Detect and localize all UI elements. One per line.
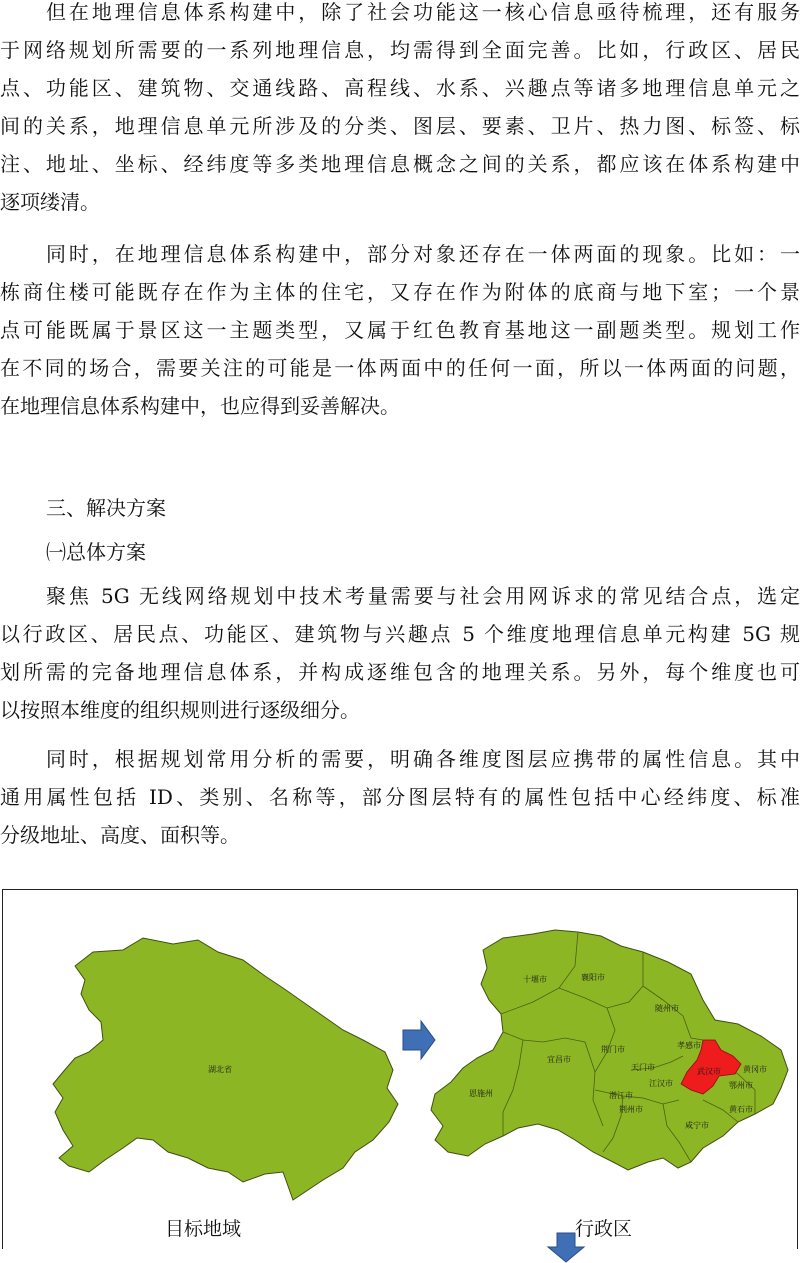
- left-map-caption: 目标地域: [165, 1218, 242, 1240]
- city-label: 黄石市: [729, 1105, 753, 1114]
- text-line: 于网络规划所需要的一系列地理信息，均需得到全面完善。比如，行政区、居民: [0, 38, 800, 62]
- heading-text: ㈠总体方案: [46, 540, 146, 564]
- map-figure: [2, 889, 798, 1249]
- arrow-down-icon: [546, 1232, 586, 1263]
- text-line: 但在地理信息体系构建中，除了社会功能这一核心信息亟待梳理，还有服务: [46, 0, 800, 24]
- text-line: 在不同的场合，需要关注的可能是一体两面中的任何一面，所以一体两面的问题，: [0, 356, 800, 380]
- text-line: 同时，根据规划常用分析的需要，明确各维度图层应携带的属性信息。其中: [46, 747, 800, 771]
- city-label: 咸宁市: [685, 1121, 709, 1130]
- city-label: 随州市: [655, 1004, 679, 1013]
- text-line: 以按照本维度的组织规则进行逐级细分。: [0, 698, 360, 722]
- city-label: 武汉市: [697, 1067, 721, 1076]
- paragraph-4: [0, 740, 800, 854]
- city-label: 荆州市: [619, 1105, 643, 1114]
- city-label: 黄冈市: [743, 1065, 767, 1074]
- heading-text: 三、解决方案: [46, 496, 166, 520]
- province-label: 湖北省: [208, 1065, 232, 1074]
- text-line: 聚焦 5G 无线网络规划中技术考量需要与社会用网诉求的常见结合点，选定: [46, 584, 800, 608]
- right-map-caption: 行政区: [575, 1218, 633, 1240]
- city-label: 潜江市: [609, 1091, 633, 1100]
- text-line: 划所需的完备地理信息体系，并构成逐维包含的地理关系。另外，每个维度也可: [0, 660, 800, 684]
- city-label: 宜昌市: [547, 1055, 571, 1064]
- arrow-right-icon: [403, 1021, 435, 1059]
- text-line: 注、地址、坐标、经纬度等多类地理信息概念之间的关系，都应该在体系构建中: [0, 152, 800, 176]
- city-label: 荆门市: [601, 1045, 625, 1054]
- subsection-heading: [0, 533, 800, 571]
- city-label: 鄂州市: [729, 1081, 753, 1090]
- city-label: 天门市: [631, 1063, 655, 1072]
- paragraph-1: [0, 0, 800, 221]
- text-line: 间的关系，地理信息单元所涉及的分类、图层、要素、卫片、热力图、标签、标: [0, 114, 800, 138]
- text-line: 以行政区、居民点、功能区、建筑物与兴趣点 5 个维度地理信息单元构建 5G 规: [0, 622, 800, 646]
- city-label: 江汉市: [649, 1079, 673, 1088]
- text-line: 栋商住楼可能既存在作为主体的住宅，又存在作为附体的底商与地下室；一个景: [0, 280, 800, 304]
- section-heading: [0, 489, 800, 527]
- text-line: 逐项缕清。: [0, 190, 100, 214]
- text-line: 点、功能区、建筑物、交通线路、高程线、水系、兴趣点等诸多地理信息单元之: [0, 76, 800, 100]
- text-line: 在地理信息体系构建中，也应得到妥善解决。: [0, 394, 400, 418]
- text-line: 同时，在地理信息体系构建中，部分对象还存在一体两面的现象。比如：一: [46, 242, 800, 266]
- text-line: 通用属性包括 ID、类别、名称等，部分图层特有的属性包括中心经纬度、标准: [0, 785, 800, 809]
- city-label: 孝感市: [677, 1041, 701, 1050]
- admin-map: [431, 930, 788, 1170]
- text-line: 点可能既属于景区这一主题类型，又属于红色教育基地这一副题类型。规划工作: [0, 318, 800, 342]
- city-label: 十堰市: [523, 975, 547, 984]
- paragraph-3: [0, 577, 800, 729]
- paragraph-2: [0, 235, 800, 425]
- city-label: 襄阳市: [581, 973, 605, 982]
- text-line: 分级地址、高度、面积等。: [0, 823, 240, 847]
- map-figure-svg: [3, 890, 799, 1250]
- city-label: 恩施州: [469, 1089, 493, 1098]
